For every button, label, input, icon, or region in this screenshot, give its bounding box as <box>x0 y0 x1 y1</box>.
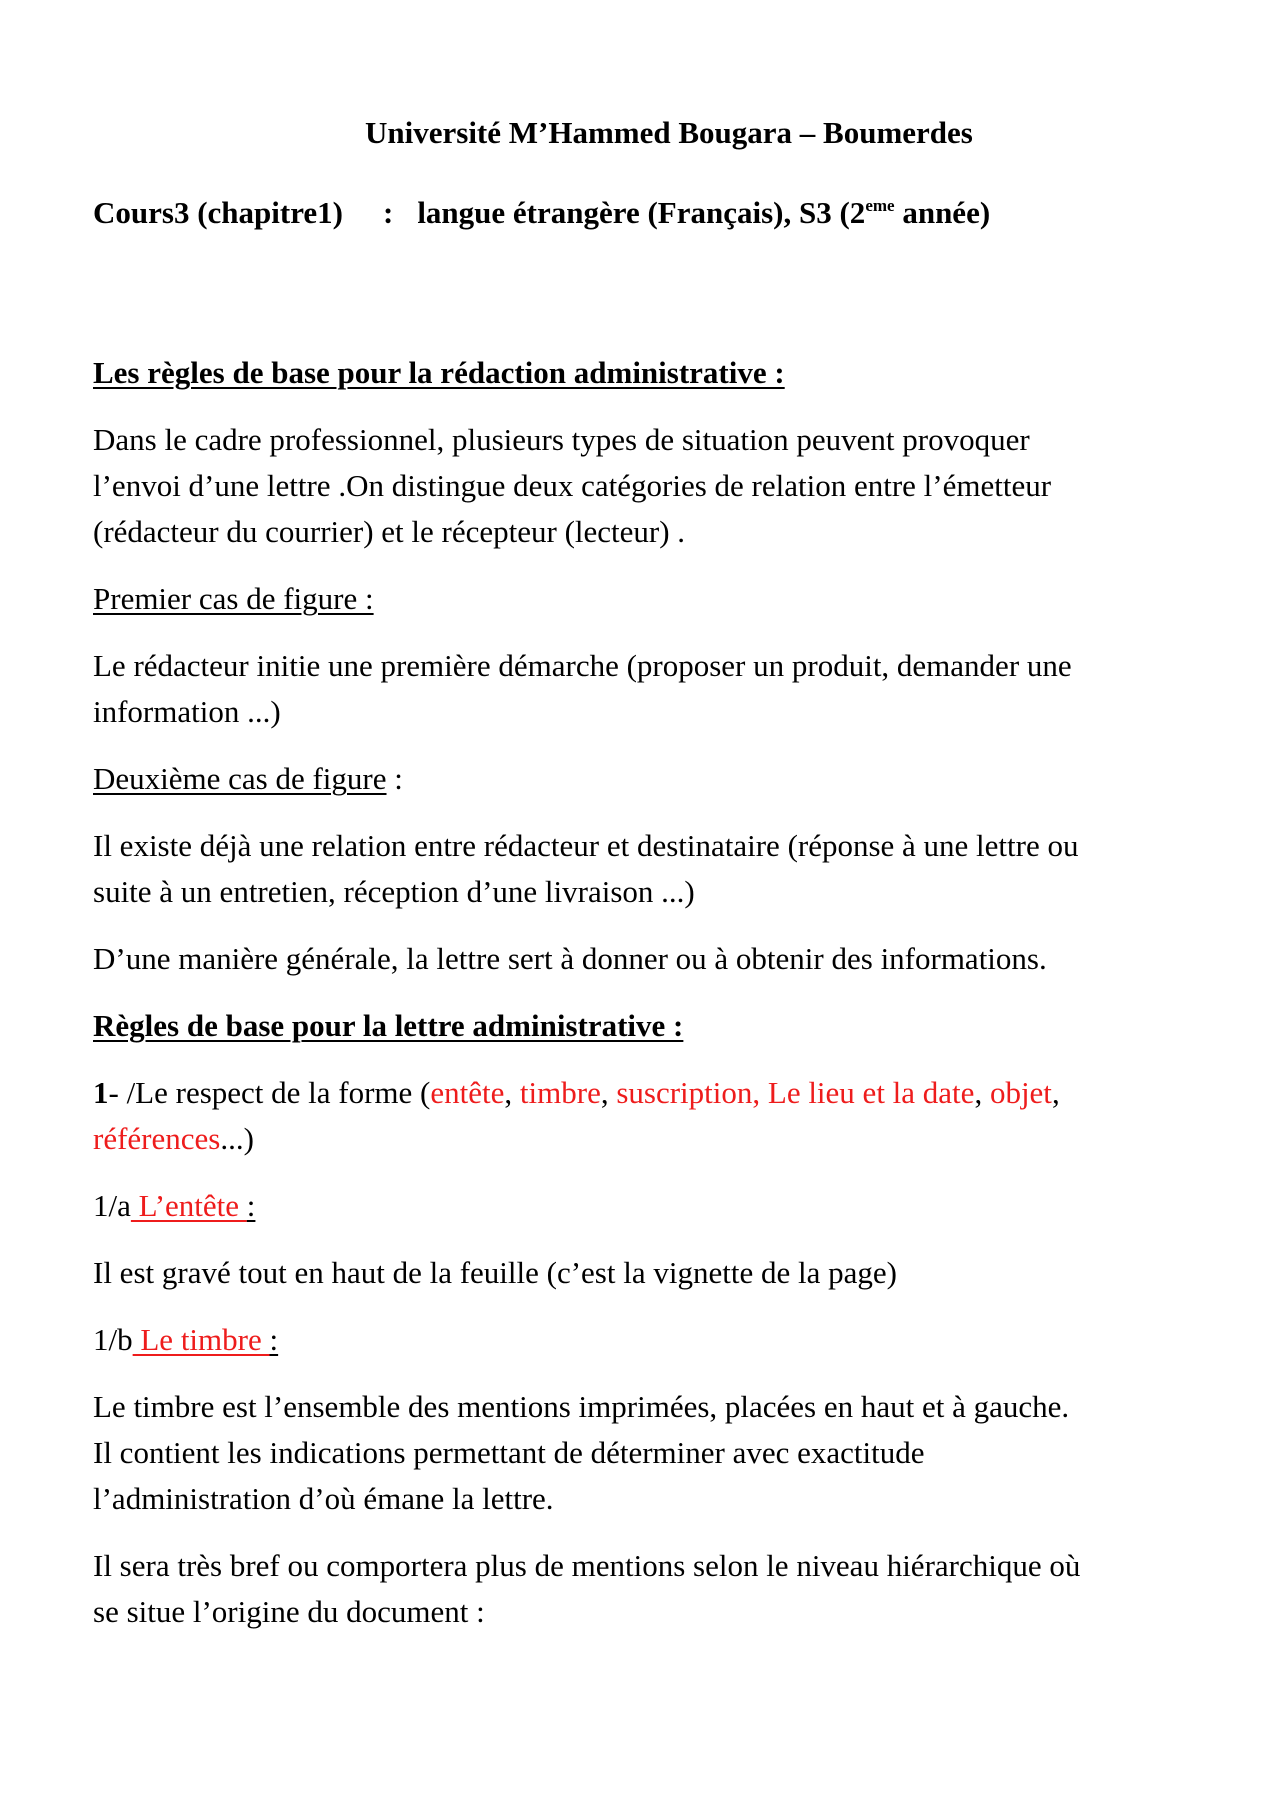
course-desc-post: année) <box>894 195 991 230</box>
rule1-comma-2: , <box>600 1075 617 1110</box>
rule1-comma-1: , <box>504 1075 520 1110</box>
sub-b-prefix: 1/b <box>93 1322 133 1357</box>
course-desc: langue étrangère (Français), S3 (2 <box>417 195 866 230</box>
case1-line-2: information ...) <box>93 694 281 729</box>
rule1-text: - /Le respect de la forme ( <box>108 1075 431 1110</box>
sub-b-colon: : <box>269 1322 279 1357</box>
course-line <box>93 190 990 236</box>
sub-b-line-5: se situe l’origine du document : <box>93 1594 485 1629</box>
rule1-line-1 <box>93 1070 1060 1116</box>
rule1-number: 1 <box>93 1075 109 1110</box>
sub-b-title: Le timbre <box>132 1322 270 1357</box>
section2-heading: Règles de base pour la lettre administrative : <box>93 1008 684 1043</box>
rule1-item-entete: entête <box>430 1075 505 1110</box>
rule1-item-references: références <box>93 1121 221 1156</box>
sub-b-title-line <box>93 1317 278 1363</box>
sub-b-line-4: Il sera très bref ou comportera plus de mentions selon le niveau hiérarchique où <box>93 1548 1081 1583</box>
sub-b-line-3: l’administration d’où émane la lettre. <box>93 1481 554 1516</box>
section1-heading: Les règles de base pour la rédaction administrative : <box>93 355 785 390</box>
university-title <box>365 110 973 156</box>
course-desc-sup: eme <box>865 196 895 215</box>
general-statement: D’une manière générale, la lettre sert à donner ou à obtenir des informations. <box>93 941 1047 976</box>
sub-b-line-2: Il contient les indications permettant de déterminer avec exactitude <box>93 1435 925 1470</box>
intro-line-2: l’envoi d’une lettre .On distingue deux catégories de relation entre l’émetteur <box>93 468 1052 503</box>
course-label: Cours3 (chapitre1) <box>93 195 343 230</box>
rule1-comma-3: , <box>974 1075 990 1110</box>
course-sep: : <box>382 195 394 230</box>
case1-title: Premier cas de figure : <box>93 581 374 616</box>
rule1-item-suscription: suscription, Le lieu et la date <box>616 1075 975 1110</box>
university-title-text: Université M’Hammed Bougara – Boumerdes <box>365 115 973 150</box>
sub-a-text: Il est gravé tout en haut de la feuille (c’est la vignette de la page) <box>93 1255 897 1290</box>
intro-line-3: (rédacteur du courrier) et le récepteur (lecteur) . <box>93 514 686 549</box>
rule1-end: ...) <box>220 1121 254 1156</box>
rule1-item-timbre: timbre <box>519 1075 601 1110</box>
case2-colon: : <box>386 761 403 796</box>
sub-a-prefix: 1/a <box>93 1188 131 1223</box>
intro-line-1: Dans le cadre professionnel, plusieurs types de situation peuvent provoquer <box>93 422 1030 457</box>
sub-a-title-line <box>93 1183 255 1229</box>
case1-line-1: Le rédacteur initie une première démarche (proposer un produit, demander une <box>93 648 1072 683</box>
rule1-line-2 <box>93 1116 254 1162</box>
rule1-comma-4: , <box>1051 1075 1060 1110</box>
case2-line-2: suite à un entretien, réception d’une livraison ...) <box>93 874 695 909</box>
sub-a-colon: : <box>246 1188 256 1223</box>
case2-line-1: Il existe déjà une relation entre rédacteur et destinataire (réponse à une lettre ou <box>93 828 1079 863</box>
rule1-item-objet: objet <box>989 1075 1052 1110</box>
sub-b-line-1: Le timbre est l’ensemble des mentions imprimées, placées en haut et à gauche. <box>93 1389 1070 1424</box>
case2-title-line <box>93 756 403 802</box>
sub-a-title: L’entête <box>130 1188 247 1223</box>
case2-title: Deuxième cas de figure <box>93 761 387 796</box>
